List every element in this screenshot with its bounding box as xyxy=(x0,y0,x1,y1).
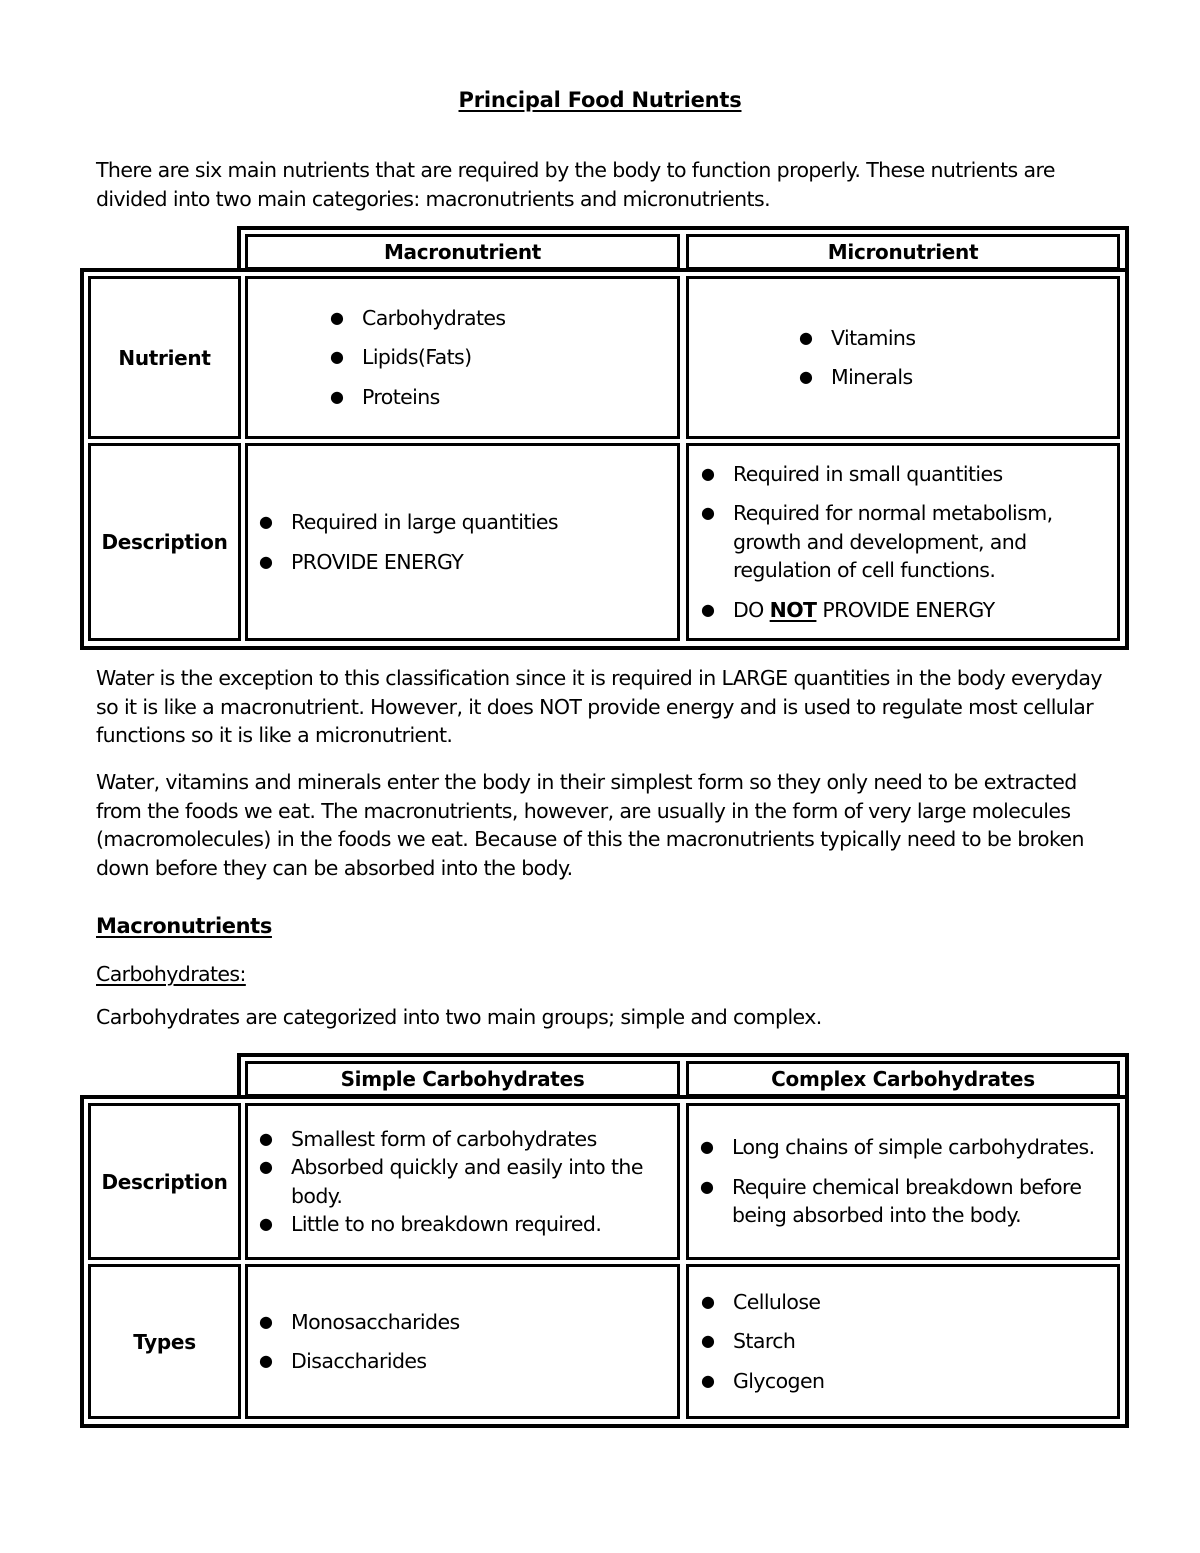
intro-paragraph: There are six main nutrients that are required by the body to function properly. These nutrients are divided into two main categories: macronutrients and micronutrients. xyxy=(96,158,1055,211)
macro-nutrient-list xyxy=(330,304,677,412)
simple-types-list xyxy=(259,1308,677,1376)
bullet-icon: ● xyxy=(259,512,273,531)
list-item: ● Smallest form of carbohydrates xyxy=(291,1125,669,1154)
bullet-icon: ● xyxy=(259,551,273,571)
list-item: ● Glycogen xyxy=(733,1367,1117,1396)
water-paragraph: Water is the exception to this classification since it is required in LARGE quantities in the body everyday so it is like a macronutrient. However, it does NOT provide energy and is used to regulate most cellular functions so it is like a micronutrient. xyxy=(96,666,1102,747)
carb-description-row-label: Description xyxy=(88,1103,241,1260)
bullet-icon: ● xyxy=(330,307,344,327)
bullet-icon: ● xyxy=(701,463,715,483)
list-item: ● Required in small quantities xyxy=(733,460,1107,489)
list-item: ● Monosaccharides xyxy=(291,1308,677,1337)
list-item: ● Disaccharides xyxy=(291,1347,677,1376)
list-item: ● Absorbed quickly and easily into the body. xyxy=(259,1155,643,1208)
list-item: ● DO NOT PROVIDE ENERGY xyxy=(733,596,1107,625)
list-item: ● Lipids(Fats) xyxy=(362,343,677,372)
macro-description-cell xyxy=(245,443,680,641)
bullet-icon: ● xyxy=(701,1291,715,1311)
complex-types-cell xyxy=(686,1264,1120,1419)
simple-description-cell xyxy=(245,1103,680,1260)
bullet-icon: ● xyxy=(259,1214,273,1233)
list-item: ● PROVIDE ENERGY xyxy=(291,548,677,577)
description-row-label: Description xyxy=(88,443,241,641)
bullet-icon: ● xyxy=(700,1176,714,1196)
micro-description-cell xyxy=(686,443,1120,641)
micro-nutrient-list xyxy=(799,324,1117,392)
simple-types-cell xyxy=(245,1264,680,1419)
list-item: ● Required in large quantities xyxy=(291,508,677,537)
bullet-icon: ● xyxy=(701,503,715,523)
micronutrient-header: Micronutrient xyxy=(686,234,1120,270)
bullet-icon: ● xyxy=(701,1370,715,1390)
page-title: Principal Food Nutrients xyxy=(458,88,742,112)
complex-carbs-header: Complex Carbohydrates xyxy=(686,1061,1120,1097)
sub-heading: Carbohydrates: xyxy=(96,962,246,986)
complex-description-list xyxy=(700,1133,1109,1230)
macronutrient-header: Macronutrient xyxy=(245,234,680,270)
bullet-icon: ● xyxy=(259,1157,273,1176)
micro-description-list xyxy=(701,460,1107,625)
list-item: ● Required for normal metabolism, growth and development, and regulation of cell functions. xyxy=(701,501,1053,583)
list-item: ● Cellulose xyxy=(733,1288,1117,1317)
simple-carbs-header: Simple Carbohydrates xyxy=(245,1061,680,1097)
list-item: ● Carbohydrates xyxy=(362,304,677,333)
carb-intro: Carbohydrates are categorized into two main groups; simple and complex. xyxy=(96,1005,822,1029)
complex-types-list xyxy=(701,1288,1117,1396)
bullet-icon: ● xyxy=(799,367,813,386)
bullet-icon: ● xyxy=(701,1331,715,1351)
macro-nutrient-list-cell xyxy=(245,276,680,439)
bullet-icon: ● xyxy=(700,1137,714,1157)
bullet-icon: ● xyxy=(799,327,813,347)
absorption-paragraph: Water, vitamins and minerals enter the body in their simplest form so they only need to be extracted from the foods we eat. The macronutrients, however, are usually in the form of very large molecules (macromolecules) in the foods we eat. Because of this the macronutrients typically need to be broken down before they can be absorbed into the body. xyxy=(96,770,1084,880)
types-row-label: Types xyxy=(88,1264,241,1419)
bullet-icon: ● xyxy=(259,1351,273,1370)
list-item: ● Vitamins xyxy=(831,324,1117,353)
micro-nutrient-list-cell xyxy=(686,276,1120,439)
nutrient-row-label: Nutrient xyxy=(88,276,241,439)
bullet-icon: ● xyxy=(701,599,715,619)
list-item: ● Require chemical breakdown before being absorbed into the body. xyxy=(700,1174,1082,1228)
not-emphasis: NOT xyxy=(769,597,817,622)
list-item: ● Little to no breakdown required. xyxy=(291,1210,669,1239)
bullet-icon: ● xyxy=(330,347,344,367)
list-item: ● Minerals xyxy=(831,363,1117,392)
section-heading: Macronutrients xyxy=(96,914,272,938)
list-item: ● Starch xyxy=(733,1327,1117,1356)
list-item: ● Proteins xyxy=(362,383,677,412)
simple-description-list xyxy=(259,1125,669,1239)
complex-description-cell xyxy=(686,1103,1120,1260)
bullet-icon: ● xyxy=(259,1128,273,1148)
list-item: ● Long chains of simple carbohydrates. xyxy=(732,1133,1109,1162)
bullet-icon: ● xyxy=(259,1311,273,1331)
macro-description-list xyxy=(259,508,677,576)
bullet-icon: ● xyxy=(330,386,344,406)
